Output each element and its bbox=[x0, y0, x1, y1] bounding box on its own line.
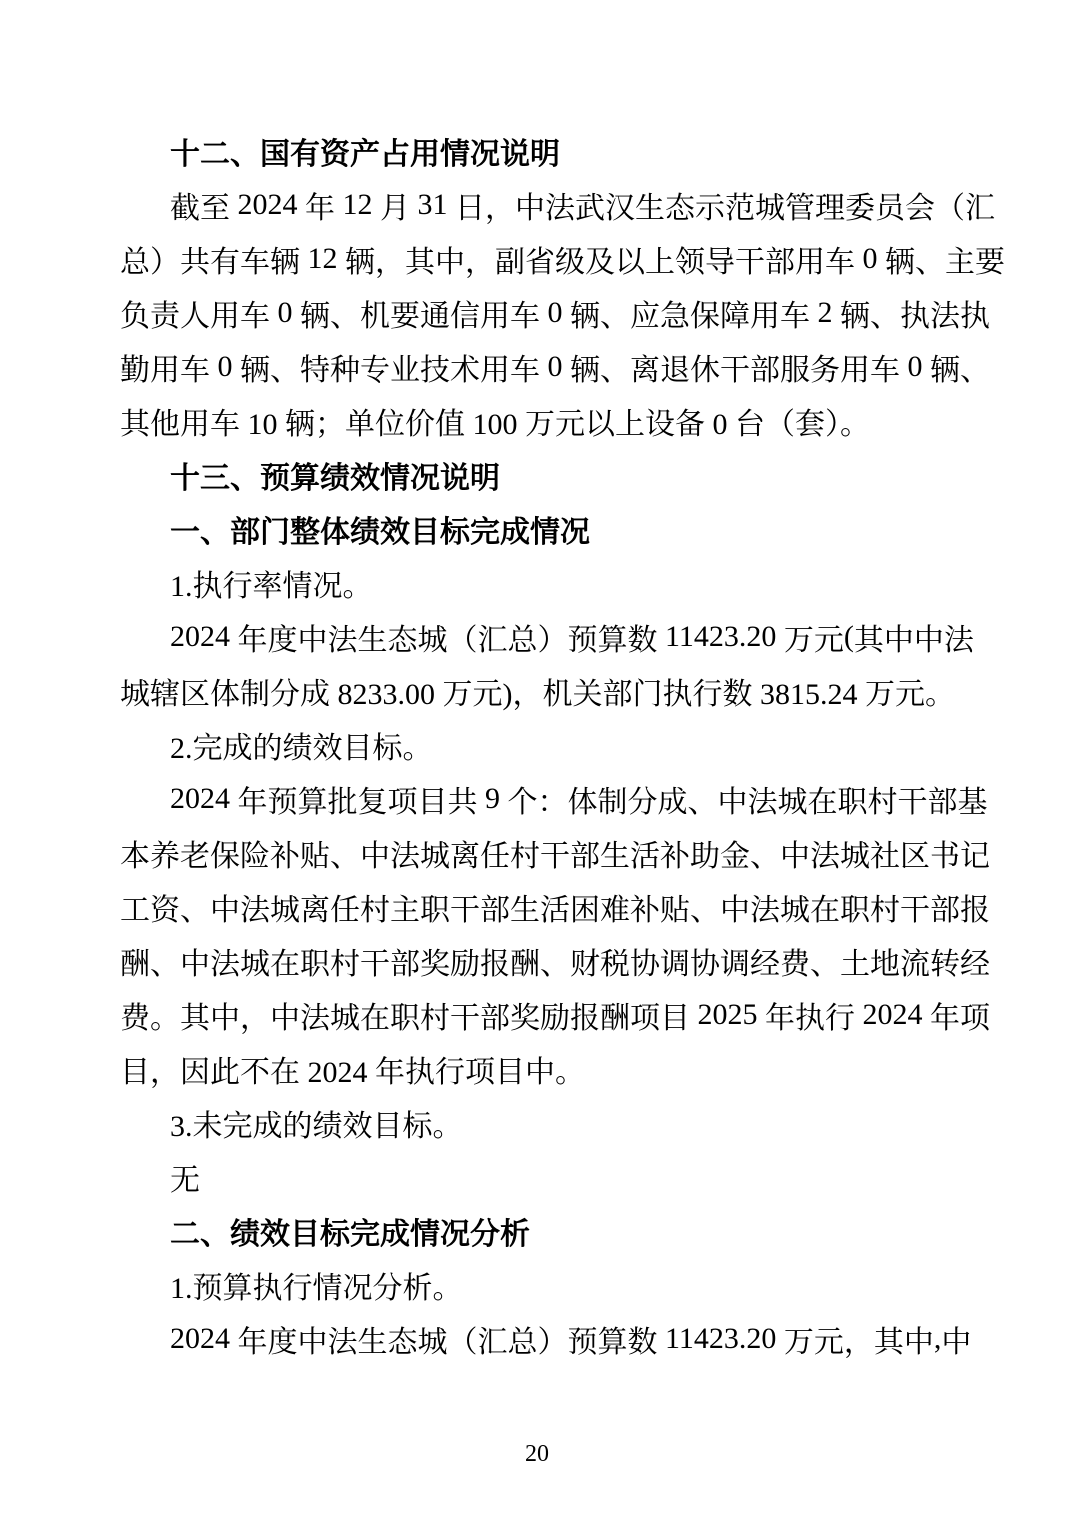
paragraph-line: 2024 年 度 中 法 生 态 城 （ 汇 总 ） 预 算 数 11423.20 万 元 ， 其 中 , 中 bbox=[170, 1322, 972, 1359]
subsection-heading: 一、部门整体绩效目标完成情况 bbox=[170, 516, 590, 549]
paragraph-line: 费 。 其 中 ， 中 法 城 在 职 村 干 部 奖 励 报 酬 项 目 2025 年 执 行 2024 年 项 bbox=[120, 998, 990, 1035]
page-number: 20 bbox=[525, 1441, 549, 1467]
paragraph-line: 截 至 2024 年 12 月 31 日 ， 中 法 武 汉 生 态 示 范 城 管 理 委 员 会 （ 汇 bbox=[170, 188, 995, 225]
paragraph-line: 城辖区体制分成 8233.00 万元)，机关部门执行数 3815.24 万元。 bbox=[120, 678, 955, 711]
paragraph-line: 2024 年 预 算 批 复 项 目 共 9 个 ： 体 制 分 成 、 中 法 城 在 职 村 干 部 基 bbox=[170, 782, 988, 819]
paragraph-line: 勤 用 车 0 辆 、 特 种 专 业 技 术 用 车 0 辆 、 离 退 休 干 部 服 务 用 车 0 辆 、 bbox=[120, 350, 990, 387]
section-heading: 十三、预算绩效情况说明 bbox=[170, 462, 500, 495]
paragraph-line: 2024 年 度 中 法 生 态 城 （ 汇 总 ） 预 算 数 11423.20 万 元 ( 其 中 中 法 bbox=[170, 620, 974, 657]
paragraph-line: 1.执行率情况。 bbox=[170, 570, 373, 603]
subsection-heading: 二、绩效目标完成情况分析 bbox=[170, 1218, 530, 1251]
document-text-block bbox=[120, 124, 1005, 1366]
paragraph-line: 2.完成的绩效目标。 bbox=[170, 732, 433, 765]
paragraph-line: 负 责 人 用 车 0 辆 、 机 要 通 信 用 车 0 辆 、 应 急 保 障 用 车 2 辆 、 执 法 执 bbox=[120, 296, 990, 333]
paragraph-line: 总 ） 共 有 车 辆 12 辆 ， 其 中 ， 副 省 级 及 以 上 领 导 干 部 用 车 0 辆 、 主 要 bbox=[120, 242, 1005, 279]
paragraph-line: 1.预算执行情况分析。 bbox=[170, 1272, 463, 1305]
paragraph-line: 目，因此不在 2024 年执行项目中。 bbox=[120, 1056, 585, 1089]
paragraph-line: 酬 、 中 法 城 在 职 村 干 部 奖 励 报 酬 、 财 税 协 调 协 调 经 费 、 土 地 流 转 经 bbox=[120, 948, 990, 981]
section-heading: 十二、国有资产占用情况说明 bbox=[170, 138, 560, 171]
paragraph-line: 本 养 老 保 险 补 贴 、 中 法 城 离 任 村 干 部 生 活 补 助 金 、 中 法 城 社 区 书 记 bbox=[120, 840, 990, 873]
paragraph-line: 工 资 、 中 法 城 离 任 村 主 职 干 部 生 活 困 难 补 贴 、 中 法 城 在 职 村 干 部 报 bbox=[120, 894, 990, 927]
paragraph-line: 无 bbox=[170, 1164, 200, 1197]
paragraph-line: 其他用车 10 辆；单位价值 100 万元以上设备 0 台（套）。 bbox=[120, 408, 870, 441]
paragraph-line: 3.未完成的绩效目标。 bbox=[170, 1110, 463, 1143]
